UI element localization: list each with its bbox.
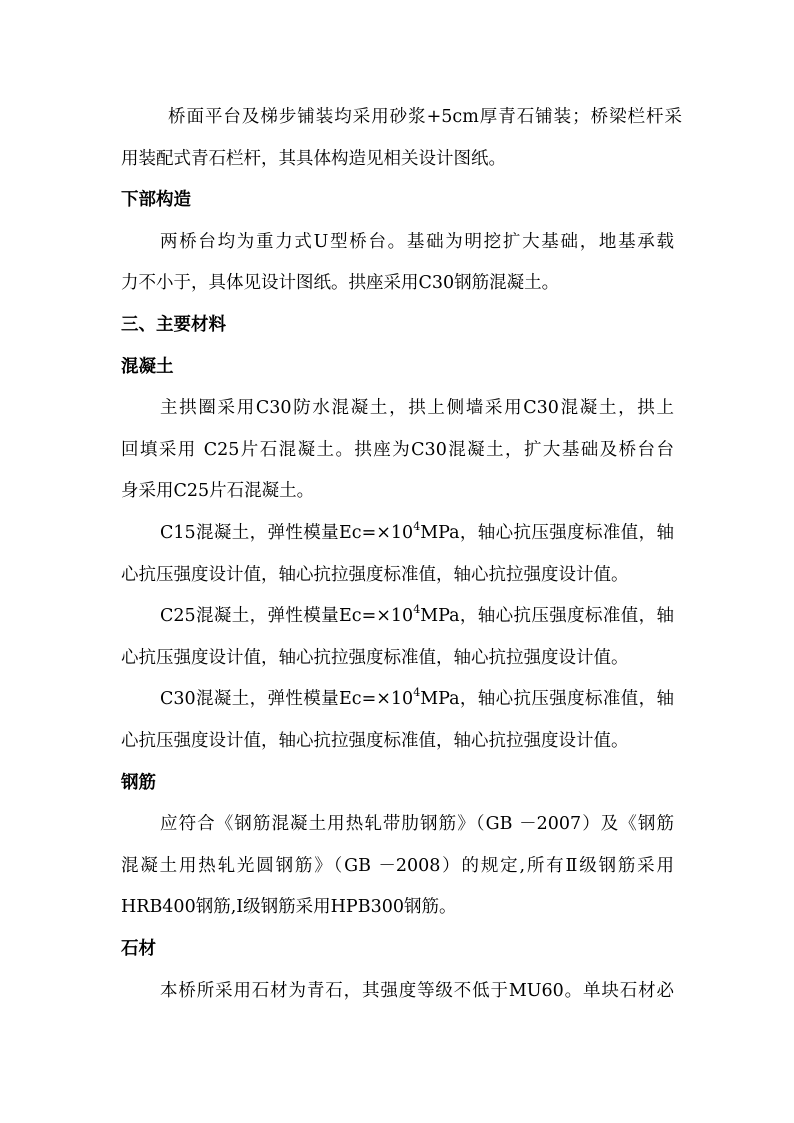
paragraph-c30-line-2: 心抗压强度设计值，轴心抗拉强度标准值，轴心抗拉强度设计值。	[121, 731, 629, 751]
paragraph-rebar-line-2: 混凝土用热轧光圆钢筋》（GB －2008）的规定,所有Ⅱ级钢筋采用	[121, 856, 674, 876]
paragraph-deck-paving-line-1: 桥面平台及梯步铺装均采用砂浆+5cm厚青石铺装；桥梁栏杆采	[168, 107, 682, 127]
heading-substructure: 下部构造	[121, 190, 191, 210]
paragraph-rebar-line-1: 应符合《钢筋混凝土用热轧带肋钢筋》（GB －2007）及《钢筋	[160, 814, 674, 834]
paragraph-c25-line-2: 心抗压强度设计值，轴心抗拉强度标准值，轴心抗拉强度设计值。	[121, 648, 629, 668]
paragraph-deck-paving-line-2: 用装配式青石栏杆，其具体构造见相关设计图纸。	[121, 149, 506, 169]
paragraph-stone-line-1: 本桥所采用石材为青石，其强度等级不低于MU60。单块石材必	[160, 981, 674, 1001]
paragraph-c15-line-2: 心抗压强度设计值，轴心抗拉强度标准值，轴心抗拉强度设计值。	[121, 565, 629, 585]
paragraph-rebar-line-3: HRB400钢筋,Ⅰ级钢筋采用HPB300钢筋。	[121, 897, 457, 917]
paragraph-c30-line-1: C30混凝土，弹性模量$Ec=\times 10^4MPa$，轴心抗压强度标准值，轴	[160, 686, 675, 709]
paragraph-concrete-line-2: 回填采用 C25片石混凝土。拱座为C30混凝土，扩大基础及桥台台	[121, 440, 674, 460]
paragraph-abutment-line-2: 力不小于，具体见设计图纸。拱座采用C30钢筋混凝土。	[121, 273, 560, 293]
heading-stone: 石材	[121, 939, 156, 959]
heading-rebar: 钢筋	[121, 773, 156, 793]
heading-concrete: 混凝土	[121, 357, 174, 377]
paragraph-c15-line-1: C15混凝土，弹性模量$Ec=\times 10^4MPa$，轴心抗压强度标准值，轴	[160, 520, 675, 543]
paragraph-concrete-line-1: 主拱圈采用C30防水混凝土，拱上侧墙采用C30混凝土，拱上	[160, 398, 674, 418]
paragraph-abutment-line-1: 两桥台均为重力式U型桥台。基础为明挖扩大基础，地基承载	[160, 232, 674, 252]
paragraph-c25-line-1: C25混凝土，弹性模量$Ec=\times 10^4MPa$，轴心抗压强度标准值，轴	[160, 603, 675, 626]
heading-main-materials: 三、主要材料	[121, 315, 226, 335]
paragraph-concrete-line-3: 身采用C25片石混凝土。	[121, 481, 315, 501]
